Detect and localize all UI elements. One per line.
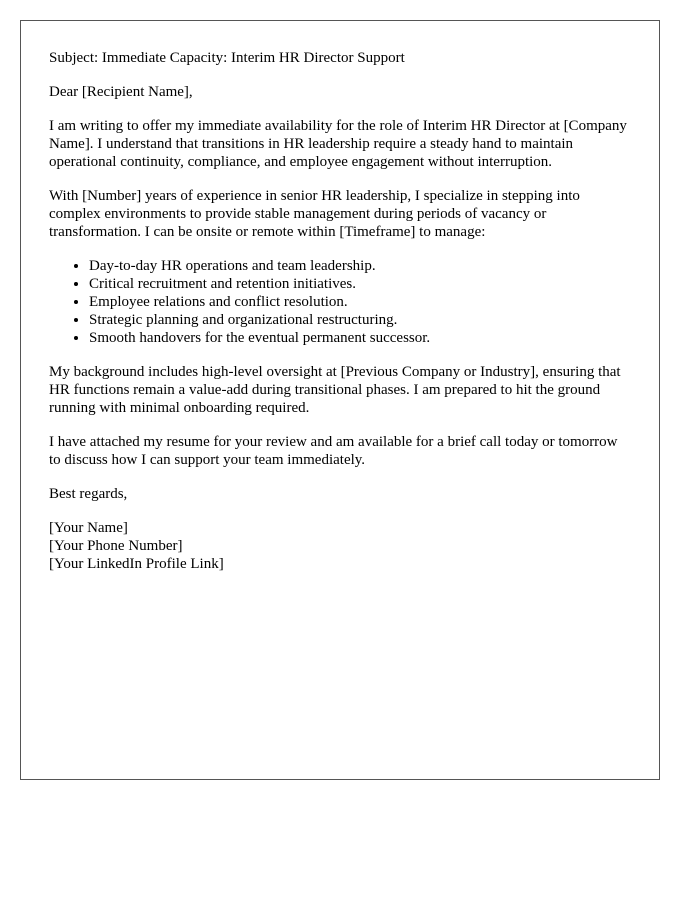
list-item: • Smooth handovers for the eventual permanent successor. (89, 329, 631, 347)
letter-subject: Subject: Immediate Capacity: Interim HR Director Support (49, 50, 405, 66)
signature-block (49, 519, 631, 573)
letter-paragraph-intro: I am writing to offer my immediate availability for the role of Interim HR Director at [Company Name]. I understand that transitions in HR leadership require a steady hand to maintain operational continuity, compliance, and employee engagement without interruption. (49, 118, 627, 170)
list-item: • Strategic planning and organizational restructuring. (89, 311, 631, 329)
signature-linkedin: [Your LinkedIn Profile Link] (49, 556, 224, 572)
letter-frame (20, 20, 660, 780)
list-item: • Day-to-day HR operations and team leadership. (89, 257, 631, 275)
letter-paragraph-closing: I have attached my resume for your review and am available for a brief call today or tomorrow to discuss how I can support your team immediately. (49, 434, 618, 468)
signature-phone: [Your Phone Number] (49, 538, 183, 554)
responsibilities-list (49, 257, 631, 347)
list-item: • Employee relations and conflict resolution. (89, 293, 631, 311)
letter-paragraph-experience: With [Number] years of experience in senior HR leadership, I specialize in stepping into complex environments to provide stable management during periods of vacancy or transformation. I can be onsite or remote within [Timeframe] to manage: (49, 188, 580, 240)
list-item: • Critical recruitment and retention initiatives. (89, 275, 631, 293)
letter-paragraph-background: My background includes high-level oversight at [Previous Company or Industry], ensuring that HR functions remain a value-add during transitional phases. I am prepared to hit the ground running with minimal onboarding required. (49, 364, 621, 416)
letter-salutation: Dear [Recipient Name], (49, 84, 193, 100)
letter-signoff: Best regards, (49, 486, 128, 502)
signature-name: [Your Name] (49, 520, 128, 536)
